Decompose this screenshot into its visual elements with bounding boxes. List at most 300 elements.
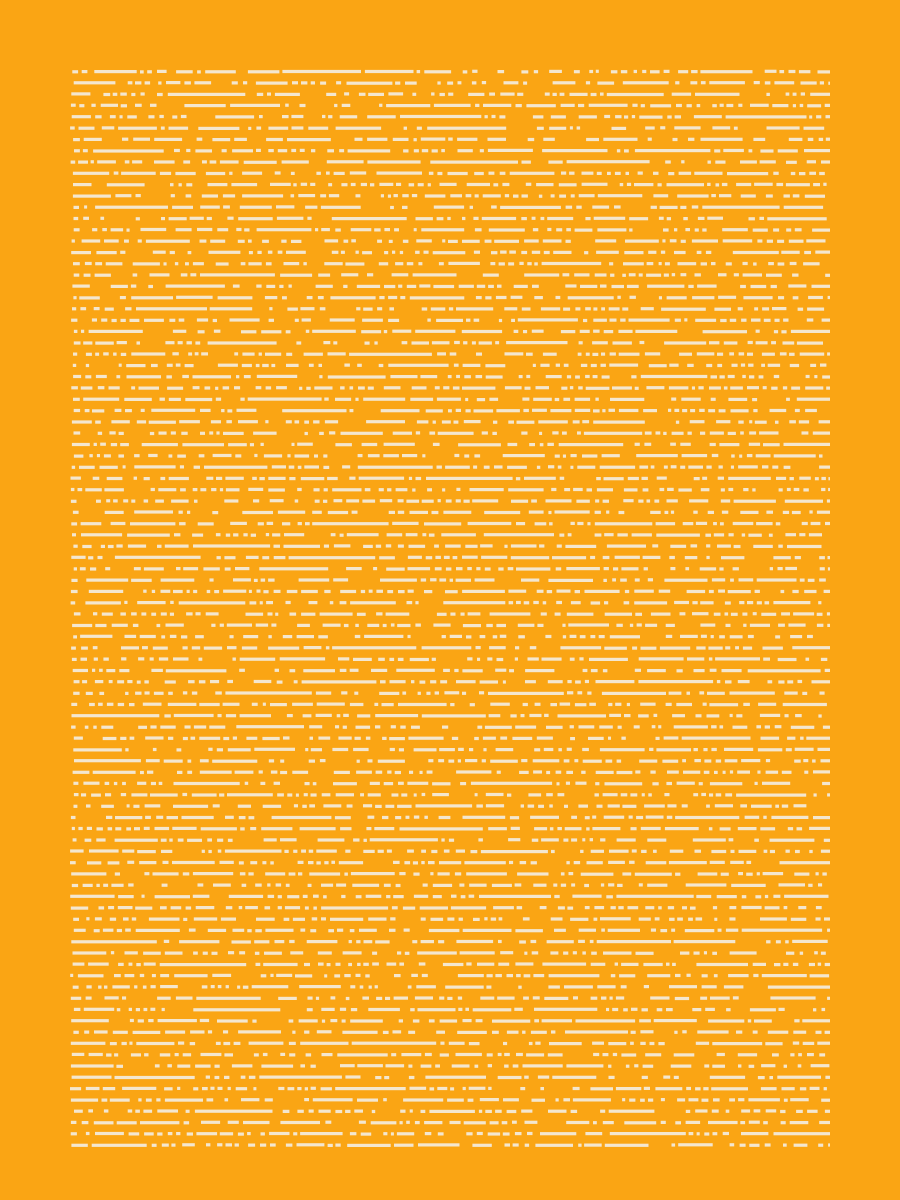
pattern-dash <box>95 353 99 356</box>
pattern-dash <box>586 81 590 84</box>
pattern-dash <box>596 251 619 254</box>
pattern-dash <box>363 804 372 807</box>
pattern-dash <box>133 1031 161 1034</box>
pattern-dash <box>525 680 536 683</box>
pattern-dash <box>148 115 154 118</box>
pattern-dash <box>327 160 364 163</box>
pattern-dash <box>525 1144 529 1147</box>
pattern-dash <box>748 364 753 367</box>
pattern-dash <box>508 443 518 446</box>
pattern-dash <box>585 906 590 909</box>
pattern-dash <box>473 1008 512 1011</box>
pattern-dash <box>674 1053 695 1056</box>
pattern-dash <box>71 997 81 1000</box>
pattern-dash <box>73 838 77 841</box>
pattern-dash <box>596 477 601 480</box>
pattern-dash <box>153 251 166 254</box>
pattern-dash <box>507 974 514 977</box>
pattern-dash <box>793 104 796 107</box>
pattern-dash <box>193 1008 280 1011</box>
pattern-dash <box>615 172 621 175</box>
pattern-dash <box>236 1087 247 1090</box>
pattern-dash <box>466 872 507 875</box>
pattern-dash <box>324 974 327 977</box>
pattern-dash <box>511 827 520 830</box>
pattern-dash <box>729 906 736 909</box>
pattern-dash <box>571 194 575 197</box>
pattern-dash <box>301 613 315 616</box>
pattern-dash <box>86 917 89 920</box>
pattern-dash <box>697 352 715 355</box>
pattern-dash <box>420 771 423 774</box>
pattern-dash <box>266 138 283 141</box>
pattern-dash <box>702 477 707 480</box>
pattern-dash <box>438 432 474 435</box>
pattern-dash <box>265 929 293 932</box>
pattern-dash <box>393 138 409 141</box>
pattern-dash <box>814 375 817 378</box>
pattern-dash <box>486 375 503 378</box>
pattern-dash <box>141 409 145 412</box>
pattern-dash <box>554 895 559 898</box>
pattern-dash <box>574 861 580 864</box>
pattern-dash <box>721 499 730 502</box>
pattern-dash <box>499 115 505 118</box>
pattern-dash <box>802 1019 830 1022</box>
pattern-dash <box>192 692 197 695</box>
pattern-dash <box>817 624 824 627</box>
pattern-dash <box>131 93 135 96</box>
pattern-dash <box>762 465 768 468</box>
pattern-dash <box>464 861 505 864</box>
pattern-dash <box>729 352 734 355</box>
pattern-dash <box>261 1065 293 1068</box>
pattern-dash <box>701 488 710 491</box>
pattern-dash <box>95 917 102 920</box>
pattern-dash <box>519 375 523 378</box>
pattern-dash <box>216 477 222 480</box>
pattern-dash <box>73 398 80 401</box>
pattern-dash <box>805 195 825 198</box>
pattern-dash <box>802 431 809 434</box>
pattern-dash <box>138 1019 144 1022</box>
pattern-dash <box>758 1076 765 1079</box>
pattern-dash <box>213 804 220 807</box>
pattern-dash <box>108 827 113 830</box>
pattern-dash <box>334 544 351 547</box>
pattern-dash <box>400 115 481 118</box>
pattern-dash <box>466 194 472 197</box>
pattern-dash <box>206 1143 210 1146</box>
pattern-dash <box>96 375 107 378</box>
pattern-dash <box>73 635 77 638</box>
pattern-dash <box>111 443 117 446</box>
pattern-dash <box>770 567 773 570</box>
pattern-dash <box>762 974 807 977</box>
pattern-dash <box>217 556 221 559</box>
pattern-dash <box>820 567 825 570</box>
pattern-dash <box>146 240 190 243</box>
pattern-dash <box>73 172 109 175</box>
pattern-dash <box>364 839 367 842</box>
pattern-dash <box>384 782 393 785</box>
pattern-dash <box>131 386 135 389</box>
pattern-dash <box>195 635 204 638</box>
pattern-dash <box>463 364 481 367</box>
pattern-dash <box>396 183 401 186</box>
pattern-dash <box>82 70 88 73</box>
pattern-dash <box>624 488 638 491</box>
pattern-dash <box>580 635 586 638</box>
pattern-dash <box>165 952 183 955</box>
pattern-dash <box>111 228 124 231</box>
pattern-dash <box>336 81 341 84</box>
pattern-dash <box>131 1053 141 1056</box>
pattern-dash <box>621 737 625 740</box>
pattern-dash <box>503 680 506 683</box>
pattern-dash <box>600 466 635 469</box>
pattern-dash <box>217 748 223 751</box>
pattern-dash <box>166 81 180 84</box>
pattern-dash <box>692 239 718 242</box>
pattern-dash <box>448 172 468 175</box>
pattern-dash <box>793 612 814 615</box>
pattern-dash <box>262 240 269 243</box>
pattern-dash <box>109 680 113 683</box>
pattern-dash <box>295 319 299 322</box>
pattern-dash <box>387 590 393 593</box>
pattern-dash <box>193 262 204 265</box>
pattern-dash <box>452 1064 470 1067</box>
pattern-dash <box>183 1053 191 1056</box>
pattern-dash <box>214 590 219 593</box>
pattern-dash <box>111 951 114 954</box>
pattern-dash <box>696 917 703 920</box>
pattern-dash <box>667 115 671 118</box>
pattern-dash <box>710 997 730 1000</box>
pattern-dash <box>295 454 310 457</box>
pattern-dash <box>101 545 105 548</box>
pattern-dash <box>823 726 830 729</box>
pattern-dash <box>120 93 127 96</box>
pattern-dash <box>648 138 652 141</box>
pattern-dash <box>199 658 203 661</box>
pattern-dash <box>264 454 282 457</box>
pattern-dash <box>698 386 703 389</box>
pattern-dash <box>310 737 314 740</box>
pattern-dash <box>595 522 653 525</box>
pattern-dash <box>339 861 363 864</box>
pattern-dash <box>200 273 275 276</box>
pattern-dash <box>193 488 198 491</box>
pattern-dash <box>499 262 505 265</box>
pattern-dash <box>701 138 743 141</box>
pattern-dash <box>122 996 126 999</box>
pattern-dash <box>671 929 675 932</box>
pattern-dash <box>533 770 542 773</box>
pattern-dash <box>266 285 275 288</box>
pattern-dash <box>710 861 725 864</box>
pattern-dash <box>747 353 753 356</box>
pattern-dash <box>570 658 575 661</box>
pattern-dash <box>642 1008 648 1011</box>
pattern-dash <box>640 1099 645 1102</box>
pattern-dash <box>74 409 80 412</box>
pattern-dash <box>337 929 343 932</box>
pattern-dash <box>159 432 167 435</box>
pattern-dash <box>483 748 486 751</box>
pattern-dash <box>507 1031 519 1034</box>
pattern-dash <box>88 556 93 559</box>
pattern-dash <box>579 725 595 728</box>
pattern-dash <box>440 1019 458 1022</box>
pattern-dash <box>408 985 412 988</box>
pattern-dash <box>218 714 222 717</box>
pattern-dash <box>473 466 477 469</box>
pattern-dash <box>577 522 583 525</box>
pattern-dash <box>461 613 465 616</box>
pattern-dash <box>556 771 562 774</box>
pattern-dash <box>93 646 98 649</box>
pattern-dash <box>542 149 607 152</box>
pattern-dash <box>608 737 611 740</box>
pattern-dash <box>93 771 136 774</box>
pattern-dash <box>435 691 439 694</box>
pattern-dash <box>758 703 776 706</box>
pattern-dash <box>582 748 589 751</box>
pattern-dash <box>100 443 106 446</box>
pattern-dash <box>515 962 533 965</box>
pattern-dash <box>736 1031 742 1034</box>
pattern-dash <box>497 658 504 661</box>
pattern-dash <box>378 850 384 853</box>
pattern-dash <box>450 1121 461 1124</box>
pattern-dash <box>677 782 695 785</box>
pattern-dash <box>537 466 540 469</box>
pattern-dash <box>203 952 208 955</box>
pattern-dash <box>659 590 671 593</box>
pattern-dash <box>426 409 443 412</box>
pattern-dash <box>92 669 95 672</box>
pattern-dash <box>657 477 667 480</box>
pattern-dash <box>257 251 261 254</box>
pattern-dash <box>463 929 512 932</box>
pattern-dash <box>605 1144 649 1147</box>
pattern-dash <box>412 386 427 389</box>
pattern-dash <box>531 940 537 943</box>
pattern-dash <box>463 70 468 73</box>
pattern-dash <box>808 296 823 299</box>
pattern-dash <box>784 194 790 197</box>
pattern-dash <box>437 217 444 220</box>
pattern-dash <box>350 985 355 988</box>
pattern-dash <box>688 432 692 435</box>
pattern-dash <box>465 398 468 401</box>
pattern-dash <box>268 895 275 898</box>
pattern-dash <box>292 1031 295 1034</box>
pattern-dash <box>485 296 491 299</box>
pattern-dash <box>579 115 597 118</box>
pattern-dash <box>527 1132 533 1135</box>
pattern-dash <box>73 986 79 989</box>
pattern-dash <box>383 454 399 457</box>
pattern-dash <box>112 319 117 322</box>
pattern-dash <box>821 488 825 491</box>
pattern-dash <box>821 160 830 163</box>
pattern-dash <box>570 635 577 638</box>
pattern-dash <box>268 488 285 491</box>
pattern-dash <box>169 477 189 480</box>
pattern-dash <box>825 274 830 277</box>
pattern-dash <box>170 613 174 616</box>
pattern-dash <box>581 771 585 774</box>
pattern-dash <box>580 330 590 333</box>
pattern-dash <box>136 217 140 220</box>
pattern-dash <box>145 804 161 807</box>
pattern-dash <box>624 714 631 717</box>
pattern-dash <box>766 274 782 277</box>
pattern-dash <box>104 488 124 491</box>
pattern-dash <box>433 251 466 254</box>
pattern-dash <box>515 1132 522 1135</box>
pattern-dash <box>379 296 384 299</box>
pattern-dash <box>260 1144 266 1147</box>
pattern-dash <box>602 454 620 457</box>
pattern-dash <box>754 81 760 84</box>
pattern-dash <box>572 895 601 898</box>
pattern-dash <box>486 793 504 796</box>
pattern-dash <box>702 1099 709 1102</box>
pattern-dash <box>641 850 647 853</box>
pattern-dash <box>678 1143 713 1146</box>
pattern-dash <box>357 714 370 717</box>
pattern-dash <box>129 1132 140 1135</box>
pattern-dash <box>499 917 503 920</box>
pattern-dash <box>72 714 160 717</box>
pattern-dash <box>413 1019 420 1022</box>
pattern-dash <box>763 443 780 446</box>
pattern-dash <box>73 353 77 356</box>
pattern-dash <box>749 375 754 378</box>
pattern-dash <box>564 985 593 988</box>
pattern-dash <box>293 183 296 186</box>
pattern-dash <box>282 115 289 118</box>
pattern-dash <box>710 432 724 435</box>
pattern-dash <box>289 940 294 943</box>
pattern-dash <box>365 488 371 491</box>
pattern-dash <box>816 115 821 118</box>
pattern-dash <box>566 567 600 570</box>
pattern-dash <box>144 1132 154 1135</box>
pattern-dash <box>526 183 532 186</box>
pattern-dash <box>282 160 309 163</box>
pattern-dash <box>261 443 264 446</box>
pattern-dash <box>201 1121 220 1124</box>
pattern-dash <box>719 635 725 638</box>
pattern-dash <box>669 985 697 988</box>
pattern-dash <box>292 126 304 129</box>
pattern-dash <box>324 590 330 593</box>
pattern-dash <box>660 488 665 491</box>
pattern-dash <box>748 1098 780 1101</box>
pattern-dash <box>115 827 121 830</box>
pattern-dash <box>663 228 669 231</box>
pattern-dash <box>792 590 798 593</box>
pattern-dash <box>566 1064 603 1067</box>
pattern-dash <box>710 443 716 446</box>
pattern-dash <box>86 985 91 988</box>
pattern-dash <box>787 545 822 548</box>
pattern-dash <box>81 386 93 389</box>
pattern-dash <box>144 827 150 830</box>
pattern-dash <box>105 567 110 570</box>
pattern-dash <box>474 319 480 322</box>
pattern-dash <box>810 1087 820 1090</box>
pattern-dash <box>694 952 700 955</box>
pattern-dash <box>700 567 716 570</box>
pattern-dash <box>80 567 86 570</box>
pattern-dash <box>486 624 493 627</box>
pattern-dash <box>635 873 672 876</box>
pattern-dash <box>812 229 830 232</box>
pattern-dash <box>223 386 230 389</box>
pattern-dash <box>284 918 290 921</box>
pattern-dash <box>741 906 761 909</box>
pattern-dash <box>338 657 349 660</box>
pattern-dash <box>806 375 810 378</box>
pattern-dash <box>71 1099 98 1102</box>
pattern-dash <box>485 567 491 570</box>
pattern-dash <box>469 884 486 887</box>
pattern-dash <box>218 985 222 988</box>
pattern-dash <box>328 352 346 355</box>
pattern-dash <box>784 466 791 469</box>
pattern-dash <box>712 578 725 581</box>
pattern-dash <box>762 353 775 356</box>
pattern-dash <box>712 454 719 457</box>
pattern-dash <box>83 884 93 887</box>
pattern-dash <box>99 906 105 909</box>
pattern-dash <box>795 748 814 751</box>
pattern-dash <box>415 601 418 604</box>
pattern-dash <box>131 793 147 796</box>
pattern-dash <box>228 951 234 954</box>
pattern-dash <box>521 714 525 717</box>
pattern-dash <box>426 477 513 480</box>
pattern-dash <box>272 465 286 468</box>
pattern-dash <box>532 251 540 254</box>
pattern-dash <box>119 432 124 435</box>
pattern-dash <box>73 1031 78 1034</box>
pattern-dash <box>721 488 725 491</box>
pattern-dash <box>137 782 146 785</box>
pattern-dash <box>357 963 361 966</box>
pattern-dash <box>518 318 578 321</box>
pattern-dash <box>800 1087 806 1090</box>
pattern-dash <box>233 658 236 661</box>
pattern-dash <box>363 545 373 548</box>
pattern-dash <box>320 759 326 762</box>
pattern-dash <box>559 195 566 198</box>
pattern-dash <box>571 883 575 886</box>
pattern-dash <box>315 500 320 503</box>
pattern-dash <box>200 206 220 209</box>
pattern-dash <box>700 601 713 604</box>
pattern-dash <box>698 217 705 220</box>
pattern-dash <box>546 499 572 502</box>
pattern-dash <box>663 1076 670 1079</box>
pattern-dash <box>246 613 264 616</box>
